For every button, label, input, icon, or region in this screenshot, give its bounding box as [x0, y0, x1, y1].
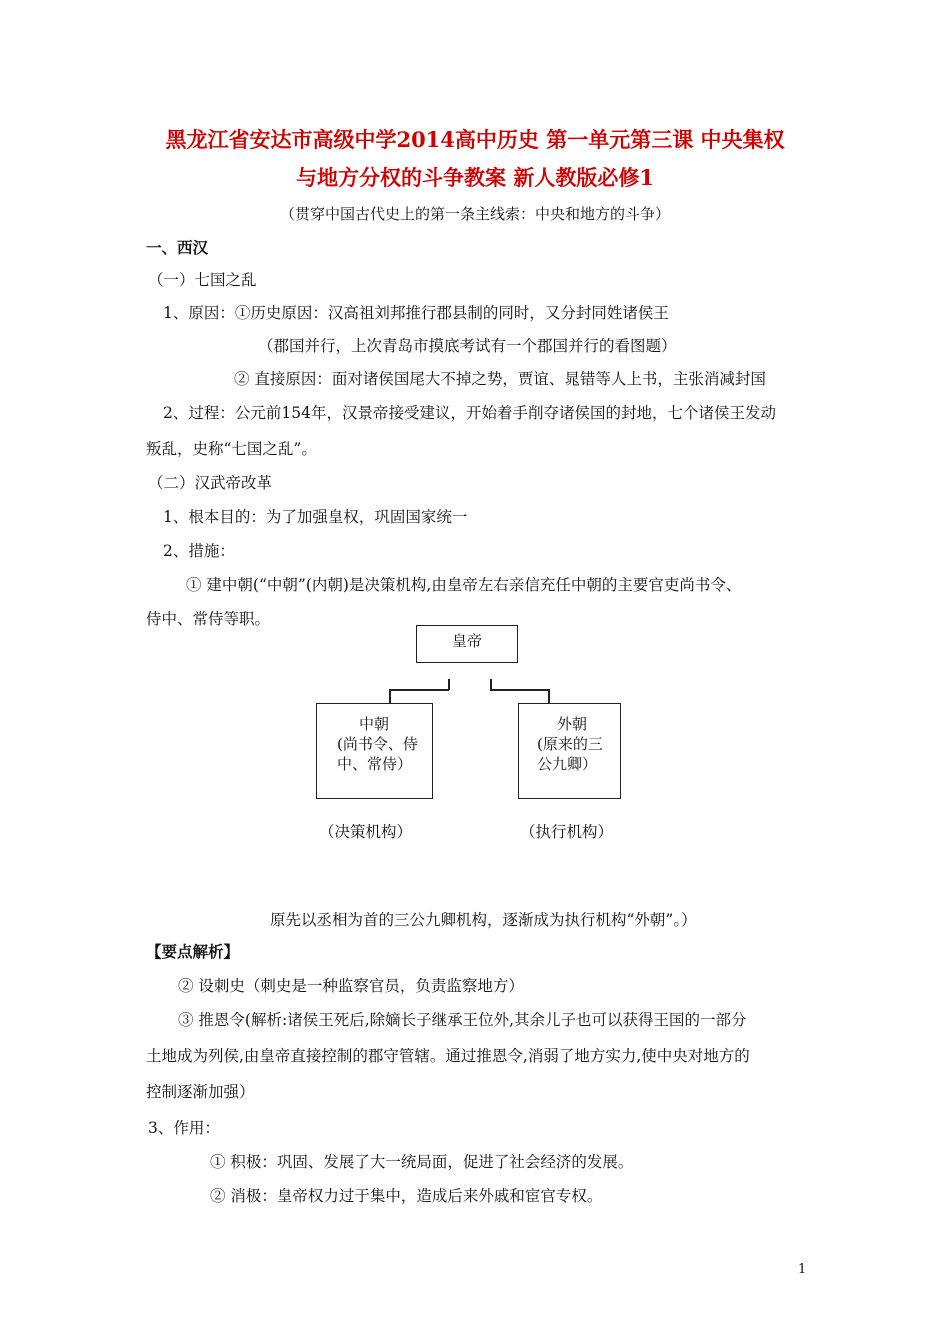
subtitle: （贯穿中国古代史上的第一条主线索：中央和地方的斗争） [279, 205, 670, 223]
measures-label: 2、措施： [163, 542, 235, 560]
outer-court-caption: （执行机构） [520, 823, 614, 841]
connector-left-v [448, 679, 450, 690]
cause-direct: ② 直接原因：面对诸侯国尾大不掉之势，贾谊、晁错等人上书，主张消减封国 [234, 370, 766, 388]
emperor-box [416, 625, 518, 663]
connector-right-drop [548, 689, 550, 704]
measure-inner-court-line-1: ① 建中朝(“中朝”(内朝)是决策机构,由皇帝左右亲信充任中朝的主要官吏尚书令、 [186, 576, 742, 594]
subheading-wudi-reform: （二）汉武帝改革 [148, 474, 273, 492]
inner-court-caption: （决策机构） [319, 823, 413, 841]
key-points-heading: 【要点解析】 [146, 942, 240, 961]
effect-negative: ② 消极：皇帝权力过于集中，造成后来外戚和宦官专权。 [210, 1187, 603, 1205]
effect-positive: ① 积极：巩固、发展了大一统局面，促进了社会经济的发展。 [210, 1153, 634, 1171]
process-line-2: 叛乱，史称“七国之乱”。 [146, 440, 317, 458]
measure-grace-decree-line-1: ③ 推恩令(解析:诸侯王死后,除嫡长子继承王位外,其余儿子也可以获得王国的一部分 [178, 1011, 747, 1029]
measure-grace-decree-line-2: 土地成为列侯,由皇帝直接控制的郡守管辖。通过推恩令,消弱了地方实力,使中央对地方的 [146, 1047, 750, 1065]
connector-left-drop [389, 689, 391, 704]
page-number: 1 [798, 1262, 807, 1277]
heading-western-han: 一、西汉 [146, 238, 209, 257]
title-line-1: 黑龙江省安达市高级中学2014高中历史 第一单元第三课 中央集权 [165, 127, 785, 152]
inner-court-title: 中朝 [359, 715, 390, 733]
connector-right-h [490, 689, 549, 691]
measure-inspector: ② 设刺史（刺史是一种监察官员，负责监察地方） [178, 977, 524, 995]
inner-court-box [316, 703, 433, 799]
emperor-label: 皇帝 [451, 632, 482, 650]
connector-left-h [389, 689, 449, 691]
process-line-1: 2、过程：公元前154年，汉景帝接受建议，开始着手削夺诸侯国的封地，七个诸侯王发动 [163, 404, 776, 422]
inner-court-line-1: (尚书令、侍 [337, 735, 418, 753]
three-ministers-note: 原先以丞相为首的三公九卿机构，逐渐成为执行机构“外朝”。） [270, 911, 697, 929]
outer-court-title: 外朝 [557, 715, 588, 733]
inner-court-line-2: 中、常侍） [337, 755, 413, 773]
subheading-seven-states: （一）七国之乱 [148, 271, 257, 289]
cause-historical: 1、原因：①历史原因：汉高祖刘邦推行郡县制的同时，又分封同姓诸侯王 [163, 304, 669, 322]
outer-court-box [518, 703, 621, 799]
fundamental-purpose: 1、根本目的：为了加强皇权，巩固国家统一 [163, 508, 468, 526]
title-line-2: 与地方分权的斗争教案 新人教版必修1 [296, 165, 654, 190]
outer-court-line-1: (原来的三 [537, 735, 603, 753]
outer-court-line-2: 公九卿） [537, 755, 598, 773]
measure-inner-court-line-2: 侍中、常侍等职。 [146, 610, 271, 628]
measure-grace-decree-line-3: 控制逐渐加强） [146, 1083, 255, 1101]
cause-note: （郡国并行，上次青岛市摸底考试有一个郡国并行的看图题） [258, 337, 677, 355]
effects-label: 3、作用： [148, 1119, 220, 1137]
